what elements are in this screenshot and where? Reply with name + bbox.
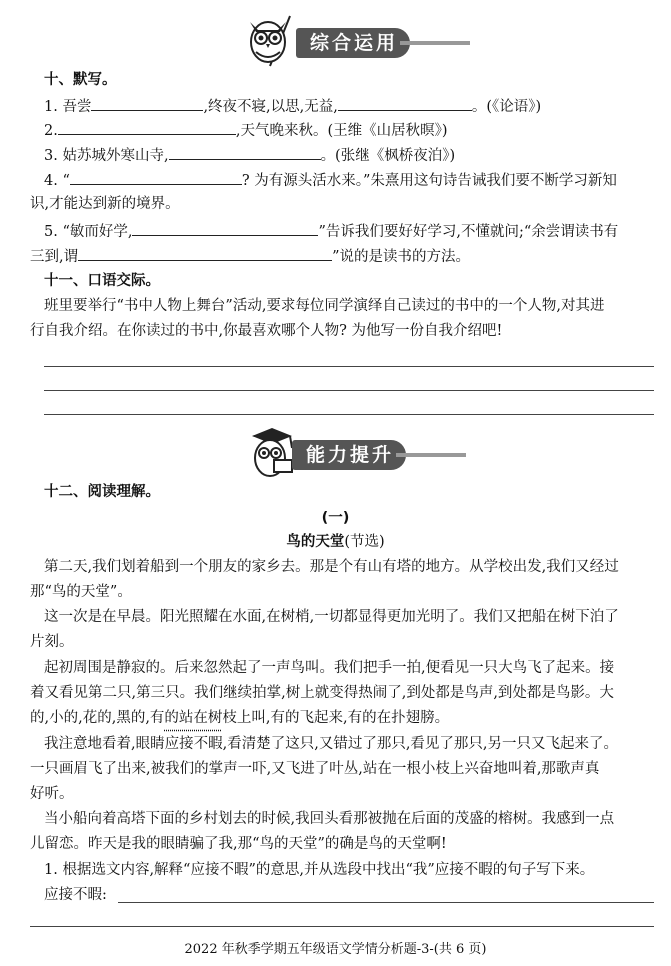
answer-line: 应接不暇: [44,887,107,903]
passage-line: 当小船向着高塔下面的乡村划去的时候,我回头看那被抛在后面的茂盛的榕树。我感到一点 [44,811,615,827]
question-11-text: 班里要举行“书中人物上舞台”活动,要求每位同学演绎自己读过的书中的一个人物,对其进 [44,298,605,314]
passage-line: 那“鸟的天堂”。 [30,584,132,600]
page-footer: 2022 年秋季学期五年级语文学情分析题-3-(共 6 页) [184,942,487,957]
section-banner-ability [0,426,671,480]
question-10-item-4-cont: 识,才能达到新的境界。 [30,196,180,212]
reading-title: 鸟的天堂(节选) [286,534,385,550]
question-12-heading: 十二、阅读理解。 [44,484,160,500]
passage-line: 好听。 [30,786,74,802]
question-10-heading: 十、默写。 [44,72,117,88]
passage-line: 我注意地看着,眼睛应接不暇,看清楚了这只,又错过了那只,看见了那只,另一只又飞起来了。 [44,736,619,752]
answer-blank[interactable] [70,168,242,185]
writing-line[interactable] [44,390,654,391]
passage-line: 着又看见第二只,第三只。我们继续拍掌,树上就变得热闹了,到处都是鸟声,到处都是鸟影。大 [30,685,614,701]
section-title: 能力提升 [292,440,406,470]
passage-line: 儿留恋。昨天是我的眼睛骗了我,那“鸟的天堂”的确是鸟的天堂啊! [30,836,447,852]
writing-line[interactable] [44,414,654,415]
answer-blank[interactable] [338,94,472,111]
question-10-item-1: 1. 吾尝 ,终夜不寝,以思,无益, 。(《论语》) [44,94,653,118]
emphasized-phrase: 应接不暇 [164,736,223,752]
answer-blank[interactable] [78,244,332,261]
passage-line: 这一次是在早晨。阳光照耀在水面,在树梢,一切都显得更加光明了。我们又把船在树下泊了 [44,609,619,625]
question-12-item-1: 1. 根据选文内容,解释“应接不暇”的意思,并从选段中找出“我”应接不暇的句子写下来。 [44,862,595,878]
owl-teacher-icon [240,10,300,68]
question-10-item-5: 5. “敏而好学, ”告诉我们要好好学习,不懂就问;“余尝谓读书有 [44,219,653,243]
question-10-item-3: 3. 姑苏城外寒山寺, 。(张继《枫桥夜泊》) [44,143,653,167]
answer-line-blank[interactable] [118,902,654,903]
answer-blank[interactable] [91,94,203,111]
question-10-item-2: 2. ,天气晚来秋。(王维《山居秋暝》) [44,118,653,142]
writing-line[interactable] [30,926,654,927]
writing-line[interactable] [44,366,654,367]
passage-line: 一只画眉飞了出来,被我们的掌声一吓,又飞进了叶丛,站在一根小枝上兴奋地叫着,那歌声真 [30,761,600,777]
section-banner-comprehensive [0,14,671,68]
answer-blank[interactable] [58,118,236,135]
reading-part-label: (一) [321,510,350,526]
passage-line: 的,小的,花的,黑的,有的站在树枝上叫,有的飞起来,有的在扑翅膀。 [30,710,450,726]
question-11-heading: 十一、口语交际。 [44,273,160,289]
section-title: 综合运用 [296,28,410,58]
answer-blank[interactable] [169,143,321,160]
question-10-item-5-cont: 三到,谓 ”说的是读书的方法。 [30,244,653,268]
question-11-text: 行自我介绍。在你读过的书中,你最喜欢哪个人物? 为他写一份自我介绍吧! [30,323,503,339]
passage-line: 片刻。 [30,634,74,650]
passage-line: 第二天,我们划着船到一个朋友的家乡去。那是个有山有塔的地方。从学校出发,我们又经过 [44,559,619,575]
passage-line: 起初周围是静寂的。后来忽然起了一声鸟叫。我们把手一拍,便看见一只大鸟飞了起来。接 [44,660,615,676]
question-10-item-4: 4. “ ? 为有源头活水来。”朱熹用这句诗告诫我们要不断学习新知 [44,168,653,192]
answer-blank[interactable] [132,219,318,236]
